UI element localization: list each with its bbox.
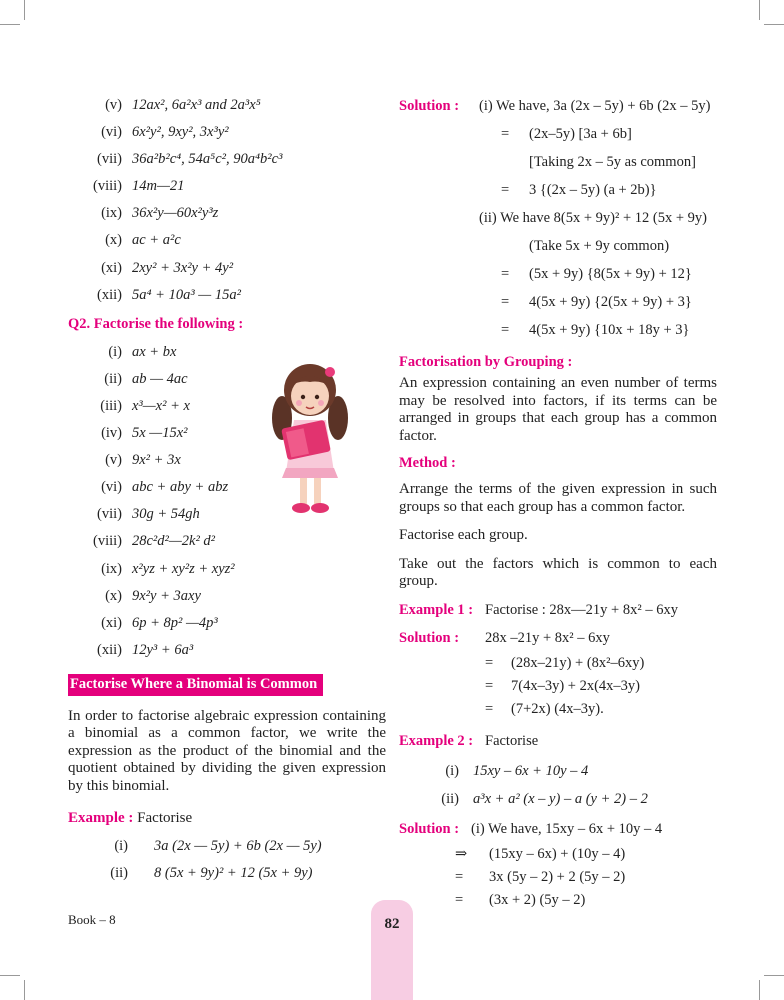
step-text: (5x + 9y) {8(5x + 9y) + 12} — [529, 266, 692, 282]
step-text: 3 {(2x – 5y) (a + 2b)} — [529, 182, 657, 198]
item-number: (ii) — [110, 865, 128, 882]
step-text: (3x + 2) (5y – 2) — [489, 891, 586, 908]
crop-mark — [24, 0, 25, 20]
step-text: (2x–5y) [3a + 6b] — [529, 126, 632, 142]
solution-step — [399, 176, 717, 204]
step-operator: = — [501, 126, 510, 142]
item-expression: 8 (5x + 9y)² + 12 (5x + 9y) — [154, 865, 313, 882]
item-expression: 5x —15x² — [132, 425, 188, 442]
step-operator: = — [455, 891, 464, 908]
example-1-solution-steps — [399, 652, 717, 721]
q2-title: Q2. Factorise the following : — [68, 315, 244, 332]
item-number: (v) — [105, 452, 122, 469]
example-2-solution-header — [399, 815, 717, 843]
step-text: 4(5x + 9y) {10x + 18y + 3} — [529, 322, 690, 338]
item-expression: 5a⁴ + 10a³ — 15a² — [132, 286, 241, 303]
crop-mark — [764, 975, 784, 976]
item-expression: 15xy – 6x + 10y – 4 — [473, 762, 589, 779]
solution-label: Solution : — [399, 98, 460, 114]
example-2-items — [399, 757, 717, 813]
example-2 — [399, 727, 717, 755]
step-text: 3x (5y – 2) + 2 (5y – 2) — [489, 868, 626, 885]
step-text: 7(4x–3y) + 2x(4x–3y) — [511, 677, 640, 694]
item-expression: x²yz + xy²z + xyz² — [132, 560, 235, 577]
item-number: (x) — [105, 587, 122, 604]
item-expression: 6x²y², 9xy², 3x³y² — [132, 124, 229, 141]
item-number: (vi) — [101, 124, 122, 141]
step-text: (28x–21y) + (8x²–6xy) — [511, 654, 645, 671]
item-expression: ab — 4ac — [132, 370, 188, 387]
step-operator: ⇒ — [455, 845, 468, 862]
item-expression: 30g + 54gh — [132, 506, 200, 523]
crop-mark — [0, 975, 20, 976]
solution-step — [399, 148, 717, 176]
item-number: (i) — [114, 838, 128, 855]
item-expression: a³x + a² (x – y) – a (y + 2) – 2 — [473, 790, 648, 807]
item-expression: 9x²y + 3axy — [132, 587, 201, 604]
solution-label: Solution : — [399, 629, 460, 646]
item-number: (i) — [445, 762, 459, 779]
solution-1-steps — [399, 120, 717, 204]
solution-line: (i) We have, 15xy – 6x + 10y – 4 — [471, 820, 663, 837]
item-expression: 6p + 8p² —4p³ — [132, 614, 218, 631]
step-text: 4(5x + 9y) {2(5x + 9y) + 3} — [529, 294, 692, 310]
q1-item — [68, 119, 386, 146]
example-1-label: Example 1 : — [399, 601, 474, 618]
item-expression: abc + aby + abz — [132, 479, 229, 496]
item-expression: x³—x² + x — [132, 397, 190, 414]
solution-2-header — [399, 204, 717, 232]
page-number-tab — [371, 900, 413, 1000]
q1-item — [68, 200, 386, 227]
solution-line: (i) We have, 3a (2x – 5y) + 6b (2x – 5y) — [479, 98, 711, 114]
crop-mark — [0, 24, 20, 25]
step-text: [Taking 2x – 5y as common] — [529, 154, 696, 170]
item-number: (vii) — [97, 151, 122, 168]
method-step-3: Take out the factors which is common to each group. — [399, 555, 717, 589]
example-heading — [68, 810, 386, 827]
item-number: (ii) — [441, 790, 459, 807]
solution-line: (ii) We have 8(5x + 9y)² + 12 (5x + 9y) — [479, 210, 707, 226]
solution-step — [399, 698, 717, 721]
example-1-solution-header — [399, 624, 717, 652]
solution-step — [399, 889, 717, 912]
q1-item — [68, 173, 386, 200]
q2-item — [68, 528, 386, 555]
step-operator: = — [485, 700, 494, 717]
step-operator: = — [501, 266, 510, 282]
item-expression: 36x²y—60x²y³z — [132, 205, 219, 222]
q2-item — [68, 610, 386, 637]
q1-item — [68, 227, 386, 254]
item-number: (viii) — [93, 533, 122, 550]
item-number: (iii) — [100, 397, 122, 414]
solution-step — [399, 652, 717, 675]
step-text: (7+2x) (4x–3y). — [511, 700, 604, 717]
method-heading: Method : — [399, 455, 456, 471]
example-text: Factorise — [137, 810, 193, 827]
method-step-1: Arrange the terms of the given expression in such groups so that each group has a common factor. — [399, 481, 717, 515]
item-expression: 3a (2x — 5y) + 6b (2x — 5y) — [154, 838, 322, 855]
solution-step — [399, 675, 717, 698]
example-2-solution-steps — [399, 843, 717, 912]
q1-item — [68, 255, 386, 282]
item-number: (v) — [105, 97, 122, 113]
example-item — [68, 833, 386, 860]
example-item — [68, 860, 386, 887]
item-expression: 12y³ + 6a³ — [132, 641, 194, 658]
crop-mark — [24, 980, 25, 1000]
step-text: (Take 5x + 9y common) — [529, 238, 670, 254]
grouping-heading: Factorisation by Grouping : — [399, 354, 573, 370]
example-label: Example : — [68, 810, 134, 827]
solution-2-steps — [399, 232, 717, 344]
method-step-2: Factorise each group. — [399, 527, 528, 543]
solution-step — [399, 843, 717, 866]
q2-item — [68, 583, 386, 610]
book-label: Book – 8 — [68, 912, 116, 927]
item-number: (xi) — [101, 614, 122, 631]
grouping-paragraph: An expression containing an even number of terms may be resolved into factors, if its terms can be arranged in groups that each group has a common factor. — [399, 375, 717, 444]
item-number: (xii) — [97, 286, 122, 303]
q2-item — [68, 556, 386, 583]
item-number: (ii) — [104, 370, 122, 387]
crop-mark — [759, 0, 760, 20]
solution-step — [399, 260, 717, 288]
page-number: 82 — [384, 916, 400, 932]
crop-mark — [759, 980, 760, 1000]
example-2-text: Factorise — [485, 732, 539, 749]
item-number: (i) — [108, 343, 122, 360]
item-number: (xi) — [101, 259, 122, 276]
step-operator: = — [501, 322, 510, 338]
example-2-item — [399, 785, 717, 813]
solution-step — [399, 866, 717, 889]
step-operator: = — [501, 294, 510, 310]
item-number: (xii) — [97, 641, 122, 658]
solution-step — [399, 120, 717, 148]
example-list — [68, 833, 386, 887]
step-operator: = — [485, 677, 494, 694]
example-1-text: Factorise : 28x—21y + 8x² – 6xy — [485, 601, 678, 618]
item-number: (x) — [105, 232, 122, 249]
step-operator: = — [455, 868, 464, 885]
item-expression: 28c²d²—2k² d² — [132, 533, 216, 550]
item-expression: 9x² + 3x — [132, 452, 181, 469]
item-expression: ac + a²c — [132, 232, 181, 249]
item-expression: 12ax², 6a²x³ and 2a³x⁵ — [132, 97, 261, 113]
solution-1-header — [399, 92, 717, 120]
example-2-label: Example 2 : — [399, 732, 474, 749]
solution-step — [399, 316, 717, 344]
girl-reading-illustration — [264, 360, 356, 520]
solution-line: 28x –21y + 8x² – 6xy — [485, 629, 610, 646]
solution-label: Solution : — [399, 820, 460, 837]
item-number: (vii) — [97, 506, 122, 523]
q1-item — [68, 282, 386, 309]
step-operator: = — [501, 182, 510, 198]
item-expression: 36a²b²c⁴, 54a⁵c², 90a⁴b²c³ — [132, 151, 283, 168]
crop-mark — [764, 24, 784, 25]
item-number: (ix) — [101, 205, 122, 222]
right-column — [399, 92, 717, 912]
item-number: (vi) — [101, 479, 122, 496]
item-expression: 2xy² + 3x²y + 4y² — [132, 259, 234, 276]
step-operator: = — [485, 654, 494, 671]
item-expression: ax + bx — [132, 343, 177, 360]
solution-step — [399, 232, 717, 260]
item-number: (ix) — [101, 560, 122, 577]
q2-item — [68, 637, 386, 664]
item-number: (viii) — [93, 178, 122, 195]
item-number: (iv) — [101, 425, 122, 442]
example-1 — [399, 596, 717, 624]
solution-step — [399, 288, 717, 316]
example-2-item — [399, 757, 717, 785]
q1-list — [68, 92, 386, 309]
section-banner: Factorise Where a Binomial is Common — [68, 674, 323, 696]
q1-item — [68, 146, 386, 173]
binomial-paragraph: In order to factorise algebraic expression containing a binomial as a common factor, we write the expression as the product of the binomial and the quotient obtained by dividing the given expression by this binomial. — [68, 707, 386, 794]
q1-item — [68, 92, 386, 119]
item-expression: 14m—21 — [132, 178, 185, 195]
step-text: (15xy – 6x) + (10y – 4) — [489, 845, 626, 862]
